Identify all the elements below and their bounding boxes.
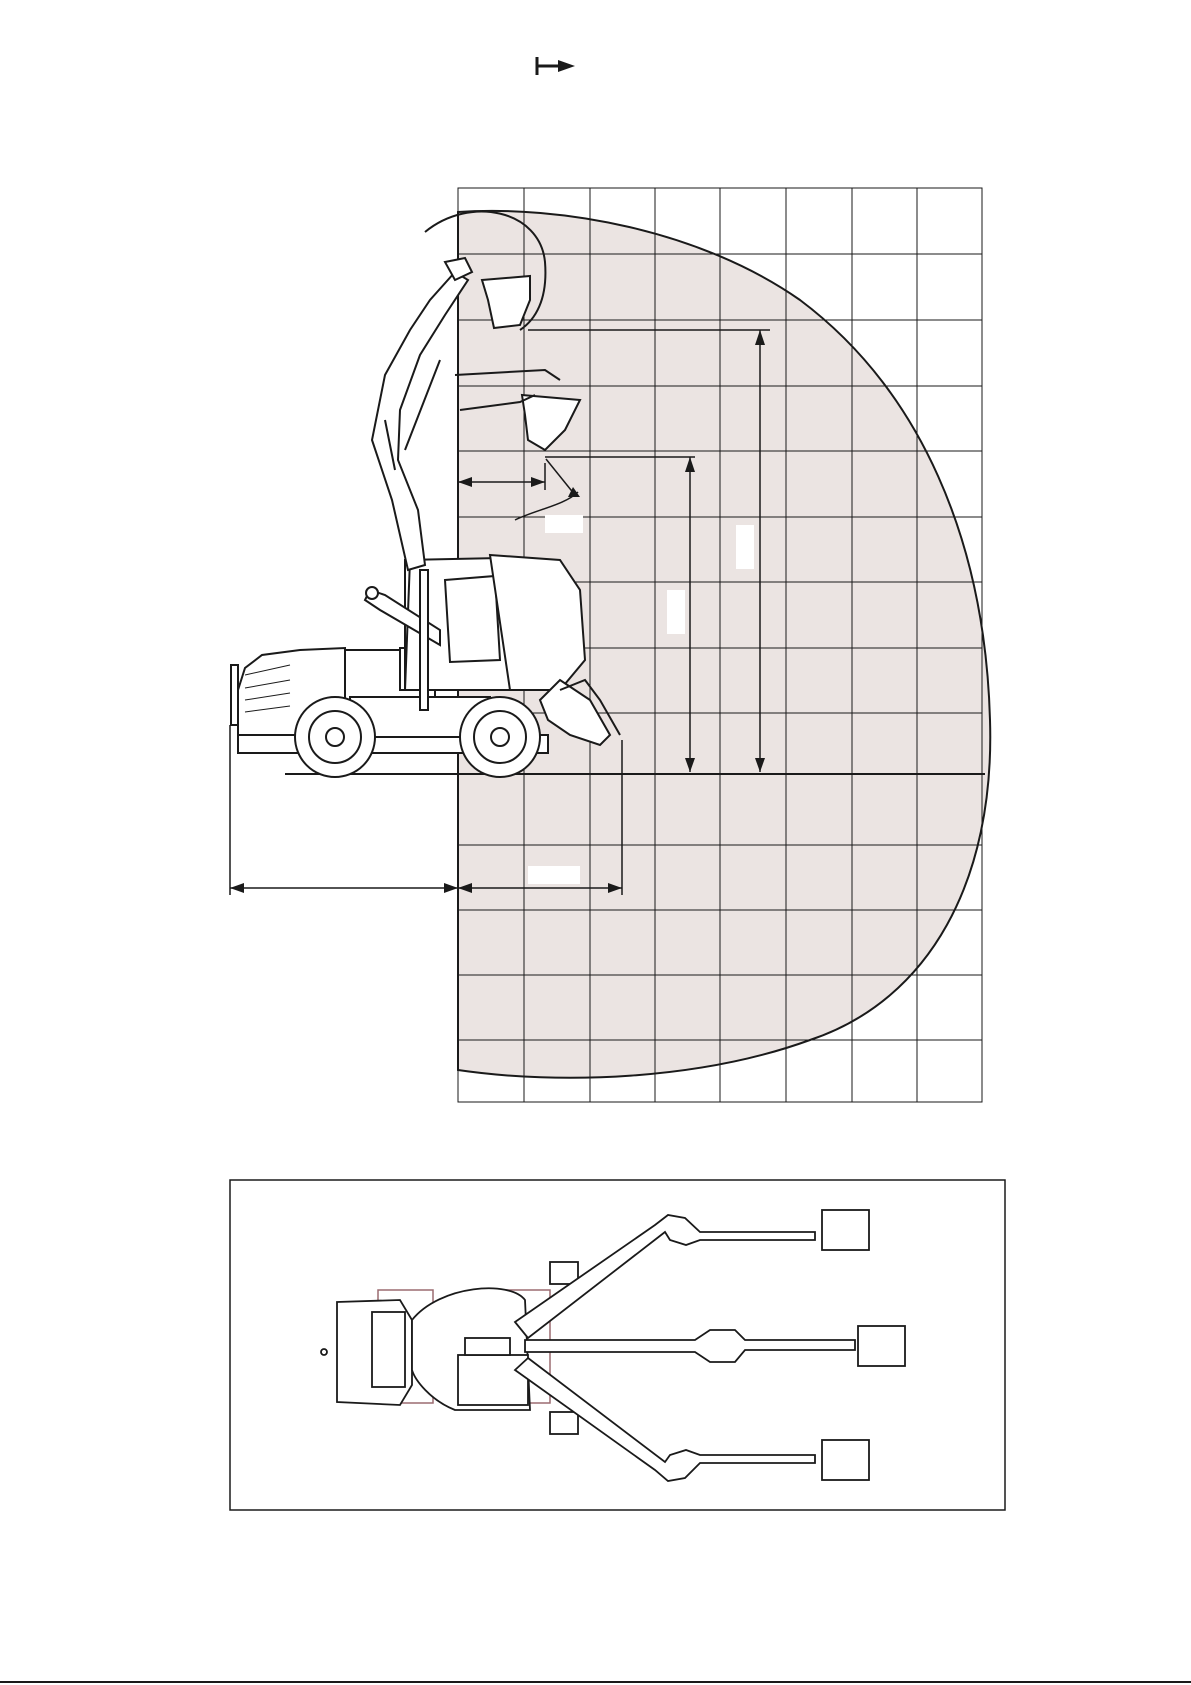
bucket-lower [822,1440,869,1480]
dump-height-label-box [667,590,685,634]
plan-view-panel [230,1180,1005,1510]
bucket-center [858,1326,905,1366]
reach-label-box [528,866,580,884]
angle-label-box [545,515,583,533]
max-height-label-box [736,525,754,569]
dimension-arrow-icon [537,57,575,75]
bucket-upper [822,1210,869,1250]
